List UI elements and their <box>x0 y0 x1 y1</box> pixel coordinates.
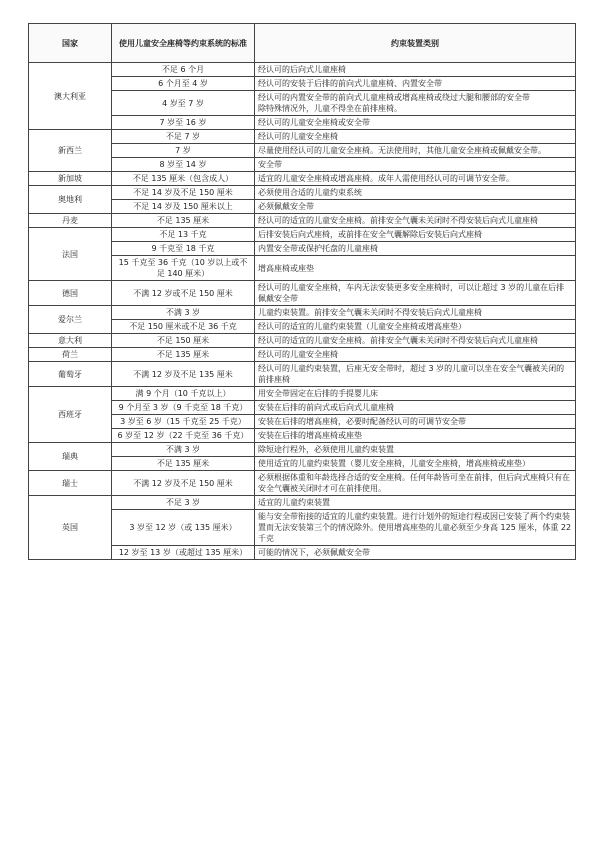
standard-cell: 不足 7 岁 <box>112 130 255 144</box>
table-body <box>29 63 576 560</box>
table-row <box>29 496 576 510</box>
restraint-type-cell: 安全带 <box>255 158 576 172</box>
country-cell: 新加坡 <box>29 172 112 186</box>
restraint-type-cell: 适宜的儿童约束装置 <box>255 496 576 510</box>
table-row <box>29 186 576 200</box>
country-cell: 瑞士 <box>29 471 112 496</box>
restraint-type-cell: 经认可的内置安全带的前向式儿童座椅或增高座椅或绕过大腿和腰部的安全带 除特殊情况外，儿童不得坐在前排座椅。 <box>255 91 576 116</box>
restraint-type-cell: 必须使用合适的儿童约束系统 <box>255 186 576 200</box>
table-row <box>29 256 576 281</box>
table-row <box>29 281 576 306</box>
restraint-type-cell: 可能的情况下，必须佩戴安全带 <box>255 546 576 560</box>
standard-cell: 不满 12 岁及不足 135 厘米 <box>112 362 255 387</box>
restraint-type-cell: 经认可的儿童安全座椅，车内无法安装更多安全座椅时，可以让超过 3 岁的儿童在后排佩戴安全带 <box>255 281 576 306</box>
restraint-type-cell: 能与安全带衔接的适宜的儿童约束装置。进行计划外的短途行程或因已安装了两个约束装置而无法安装第三个的情况除外。使用增高座垫的儿童必须至少身高 125 厘米，体重 22 千克 <box>255 510 576 546</box>
country-cell: 德国 <box>29 281 112 306</box>
restraint-type-cell: 用安全带固定在后排的手提婴儿床 <box>255 387 576 401</box>
table-row <box>29 401 576 415</box>
country-cell: 西班牙 <box>29 387 112 443</box>
table-row <box>29 172 576 186</box>
standard-cell: 8 岁至 14 岁 <box>112 158 255 172</box>
table-row <box>29 116 576 130</box>
standard-cell: 6 个月至 4 岁 <box>112 77 255 91</box>
table-row <box>29 546 576 560</box>
table-row <box>29 130 576 144</box>
restraint-type-cell: 经认可的安装于后排的前向式儿童座椅、内置安全带 <box>255 77 576 91</box>
standard-cell: 6 岁至 12 岁（22 千克至 36 千克） <box>112 429 255 443</box>
country-cell: 法国 <box>29 228 112 281</box>
restraint-type-cell: 内置安全带或保护托盘的儿童座椅 <box>255 242 576 256</box>
standard-cell: 3 岁至 6 岁（15 千克至 25 千克） <box>112 415 255 429</box>
restraint-type-cell: 安装在后排的增高座椅或座垫 <box>255 429 576 443</box>
restraint-type-cell: 尽量使用经认可的儿童安全座椅。无法使用时，其他儿童安全座椅或佩戴安全带。 <box>255 144 576 158</box>
table-row <box>29 158 576 172</box>
standard-cell: 7 岁至 16 岁 <box>112 116 255 130</box>
country-cell: 澳大利亚 <box>29 63 112 130</box>
restraint-type-cell: 适宜的儿童安全座椅或增高座椅。成年人需使用经认可的可调节安全带。 <box>255 172 576 186</box>
standard-cell: 不足 14 岁及不足 150 厘米 <box>112 186 255 200</box>
restraint-type-cell: 使用适宜的儿童约束装置（婴儿安全座椅，儿童安全座椅，增高座椅或座垫） <box>255 457 576 471</box>
restraint-type-cell: 后排安装后向式座椅，或前排在安全气囊解除后安装后向式座椅 <box>255 228 576 242</box>
restraint-type-cell: 必须佩戴安全带 <box>255 200 576 214</box>
restraint-type-cell: 必须根据体重和年龄选择合适的安全座椅。任何年龄皆可坐在前排，但后向式座椅只有在安全气囊被关闭时才可在前排使用。 <box>255 471 576 496</box>
standard-cell: 不足 3 岁 <box>112 496 255 510</box>
restraint-type-cell: 除短途行程外，必须使用儿童约束装置 <box>255 443 576 457</box>
table-row <box>29 63 576 77</box>
table-row <box>29 415 576 429</box>
restraint-type-cell: 经认可的儿童安全座椅 <box>255 348 576 362</box>
table-row <box>29 242 576 256</box>
country-cell: 意大利 <box>29 334 112 348</box>
restraint-type-cell: 增高座椅或座垫 <box>255 256 576 281</box>
standard-cell: 不足 135 厘米（包含成人） <box>112 172 255 186</box>
standard-cell: 不满 12 岁及不足 150 厘米 <box>112 471 255 496</box>
table-row <box>29 457 576 471</box>
restraint-type-cell: 经认可的后向式儿童座椅 <box>255 63 576 77</box>
standard-cell: 不足 135 厘米 <box>112 348 255 362</box>
child-restraint-table <box>28 23 576 560</box>
table-row <box>29 443 576 457</box>
standard-cell: 不足 135 厘米 <box>112 214 255 228</box>
header-standard: 使用儿童安全座椅等约束系统的标准 <box>112 24 255 63</box>
country-cell: 葡萄牙 <box>29 362 112 387</box>
table-row <box>29 334 576 348</box>
table-row <box>29 471 576 496</box>
country-cell: 丹麦 <box>29 214 112 228</box>
country-cell: 爱尔兰 <box>29 306 112 334</box>
standard-cell: 7 岁 <box>112 144 255 158</box>
standard-cell: 满 9 个月（10 千克以上） <box>112 387 255 401</box>
table-row <box>29 214 576 228</box>
restraint-type-cell: 经认可的适宜的儿童安全座椅。前排安全气囊未关闭时不得安装后向式儿童座椅 <box>255 334 576 348</box>
standard-cell: 不满 3 岁 <box>112 306 255 320</box>
header-country: 国家 <box>29 24 112 63</box>
restraint-type-cell: 经认可的儿童约束装置，后座无安全带时，超过 3 岁的儿童可以坐在安全气囊被关闭的前排座椅 <box>255 362 576 387</box>
table-row <box>29 510 576 546</box>
restraint-type-cell: 安装在后排的增高座椅，必要时配备经认可的可调节安全带 <box>255 415 576 429</box>
restraint-type-cell: 经认可的儿童安全座椅或安全带 <box>255 116 576 130</box>
standard-cell: 不足 150 厘米或不足 36 千克 <box>112 320 255 334</box>
table-row <box>29 348 576 362</box>
restraint-type-cell: 经认可的适宜的儿童约束装置（儿童安全座椅或增高座垫） <box>255 320 576 334</box>
standard-cell: 不足 13 千克 <box>112 228 255 242</box>
country-cell: 瑞典 <box>29 443 112 471</box>
header-restraint-type: 约束装置类别 <box>255 24 576 63</box>
restraint-type-cell: 儿童约束装置。前排安全气囊未关闭时不得安装后向式儿童座椅 <box>255 306 576 320</box>
standard-cell: 不足 14 岁及 150 厘米以上 <box>112 200 255 214</box>
standard-cell: 3 岁至 12 岁（或 135 厘米） <box>112 510 255 546</box>
table-row <box>29 200 576 214</box>
standard-cell: 不足 135 厘米 <box>112 457 255 471</box>
restraint-type-cell: 经认可的儿童安全座椅 <box>255 130 576 144</box>
country-cell: 英国 <box>29 496 112 560</box>
standard-cell: 9 千克至 18 千克 <box>112 242 255 256</box>
standard-cell: 12 岁至 13 岁（或超过 135 厘米） <box>112 546 255 560</box>
country-cell: 荷兰 <box>29 348 112 362</box>
standard-cell: 不满 3 岁 <box>112 443 255 457</box>
standard-cell: 不足 150 厘米 <box>112 334 255 348</box>
standard-cell: 不满 12 岁或不足 150 厘米 <box>112 281 255 306</box>
standard-cell: 不足 6 个月 <box>112 63 255 77</box>
country-cell: 奥地利 <box>29 186 112 214</box>
table-row <box>29 320 576 334</box>
table-row <box>29 306 576 320</box>
table-header-row <box>29 24 576 63</box>
country-cell: 新西兰 <box>29 130 112 172</box>
table-row <box>29 362 576 387</box>
table-row <box>29 144 576 158</box>
table-row <box>29 228 576 242</box>
table-row <box>29 77 576 91</box>
standard-cell: 4 岁至 7 岁 <box>112 91 255 116</box>
restraint-type-cell: 经认可的适宜的儿童安全座椅。前排安全气囊未关闭时不得安装后向式儿童座椅 <box>255 214 576 228</box>
standard-cell: 15 千克至 36 千克（10 岁以上或不足 140 厘米） <box>112 256 255 281</box>
table-row <box>29 387 576 401</box>
restraint-type-cell: 安装在后排的前向式或后向式儿童座椅 <box>255 401 576 415</box>
table-row <box>29 91 576 116</box>
standard-cell: 9 个月至 3 岁（9 千克至 18 千克） <box>112 401 255 415</box>
table-row <box>29 429 576 443</box>
